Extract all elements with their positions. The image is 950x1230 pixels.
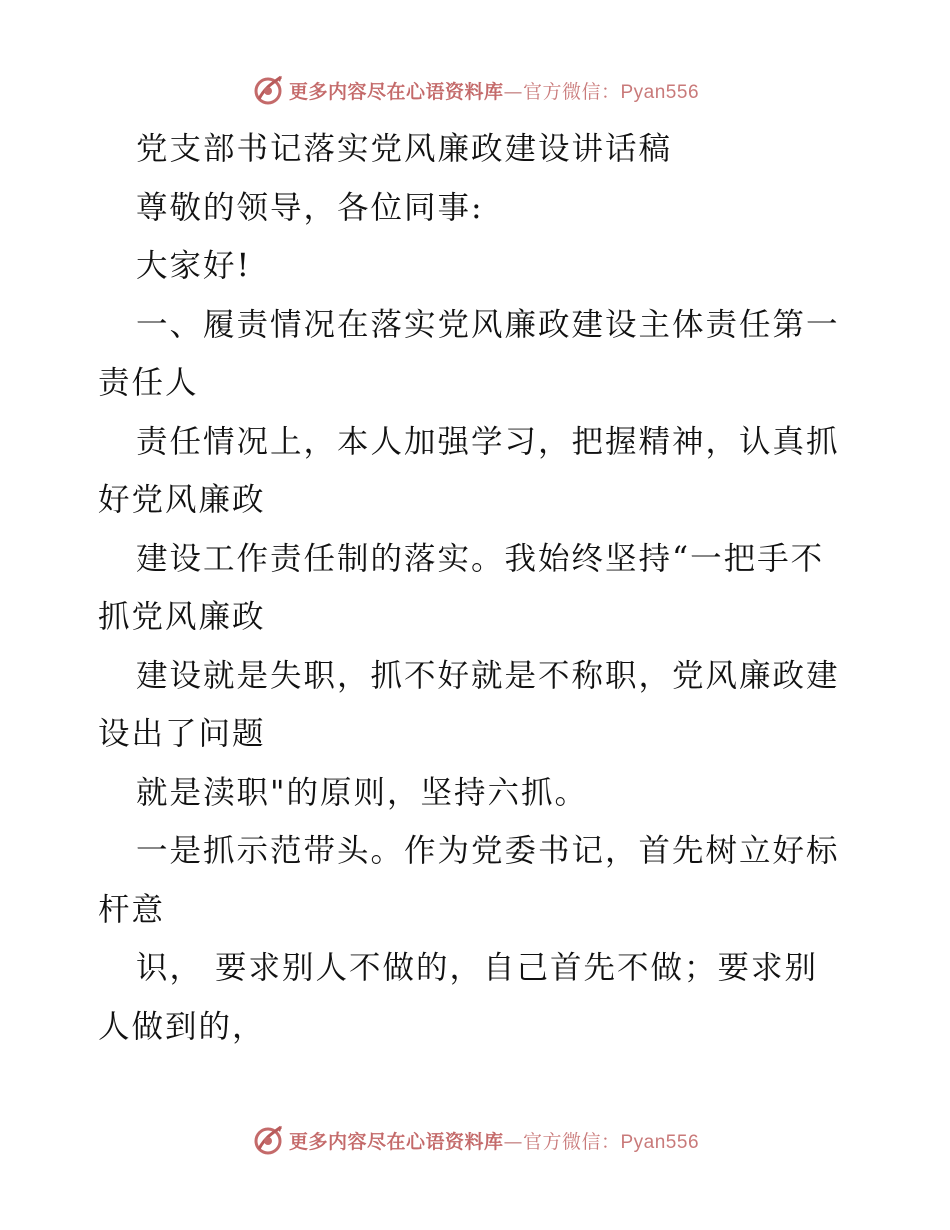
- watermark-dash: —: [503, 1130, 523, 1153]
- watermark-sub-text: 官方微信：: [522, 80, 621, 103]
- watermark-wechat-id: Pyan556: [620, 1131, 700, 1153]
- document-line: 责任人: [98, 365, 199, 401]
- document-title: 党支部书记落实党风廉政建设讲话稿: [136, 131, 673, 167]
- watermark-text: [289, 1127, 699, 1154]
- document-line: 尊敬的领导，各位同事:: [136, 189, 484, 226]
- document-line: 大家好!: [136, 248, 252, 284]
- watermark-main-text: 更多内容尽在心语资料库: [288, 80, 504, 103]
- document-line: 人做到的，: [98, 1008, 266, 1045]
- watermark-wechat-id: Pyan556: [620, 81, 700, 103]
- document-body: [98, 120, 858, 1056]
- watermark-sub-text: 官方微信：: [522, 1130, 621, 1153]
- watermark-main-text: 更多内容尽在心语资料库: [288, 1130, 504, 1153]
- document-line: 一、履责情况在落实党风廉政建设主体责任第一: [136, 306, 840, 343]
- document-line: 识， 要求别人不做的，自己首先不做；要求别: [136, 950, 819, 986]
- watermark-header: [0, 70, 950, 110]
- watermark-dash: —: [503, 80, 523, 103]
- document-line: 一是抓示范带头。作为党委书记，首先树立好标: [136, 833, 840, 869]
- document-line: 就是渎职"的原则，坚持六抓。: [136, 774, 588, 811]
- watermark-text: [289, 77, 699, 104]
- document-line: 建设就是失职，抓不好就是不称职，党风廉政建: [136, 657, 840, 694]
- pen-swirl-logo-icon: [251, 1123, 285, 1157]
- document-line: 建设工作责任制的落实。我始终坚持“一把手不: [136, 540, 825, 577]
- document-line: 杆意: [98, 891, 166, 928]
- document-line: 设出了问题: [98, 716, 266, 752]
- pen-swirl-logo-icon: [251, 73, 285, 107]
- document-line: 抓党风廉政: [98, 599, 266, 635]
- document-line: 好党风廉政: [98, 482, 266, 518]
- watermark-footer: [0, 1120, 950, 1160]
- document-line: 责任情况上，本人加强学习，把握精神，认真抓: [136, 423, 840, 460]
